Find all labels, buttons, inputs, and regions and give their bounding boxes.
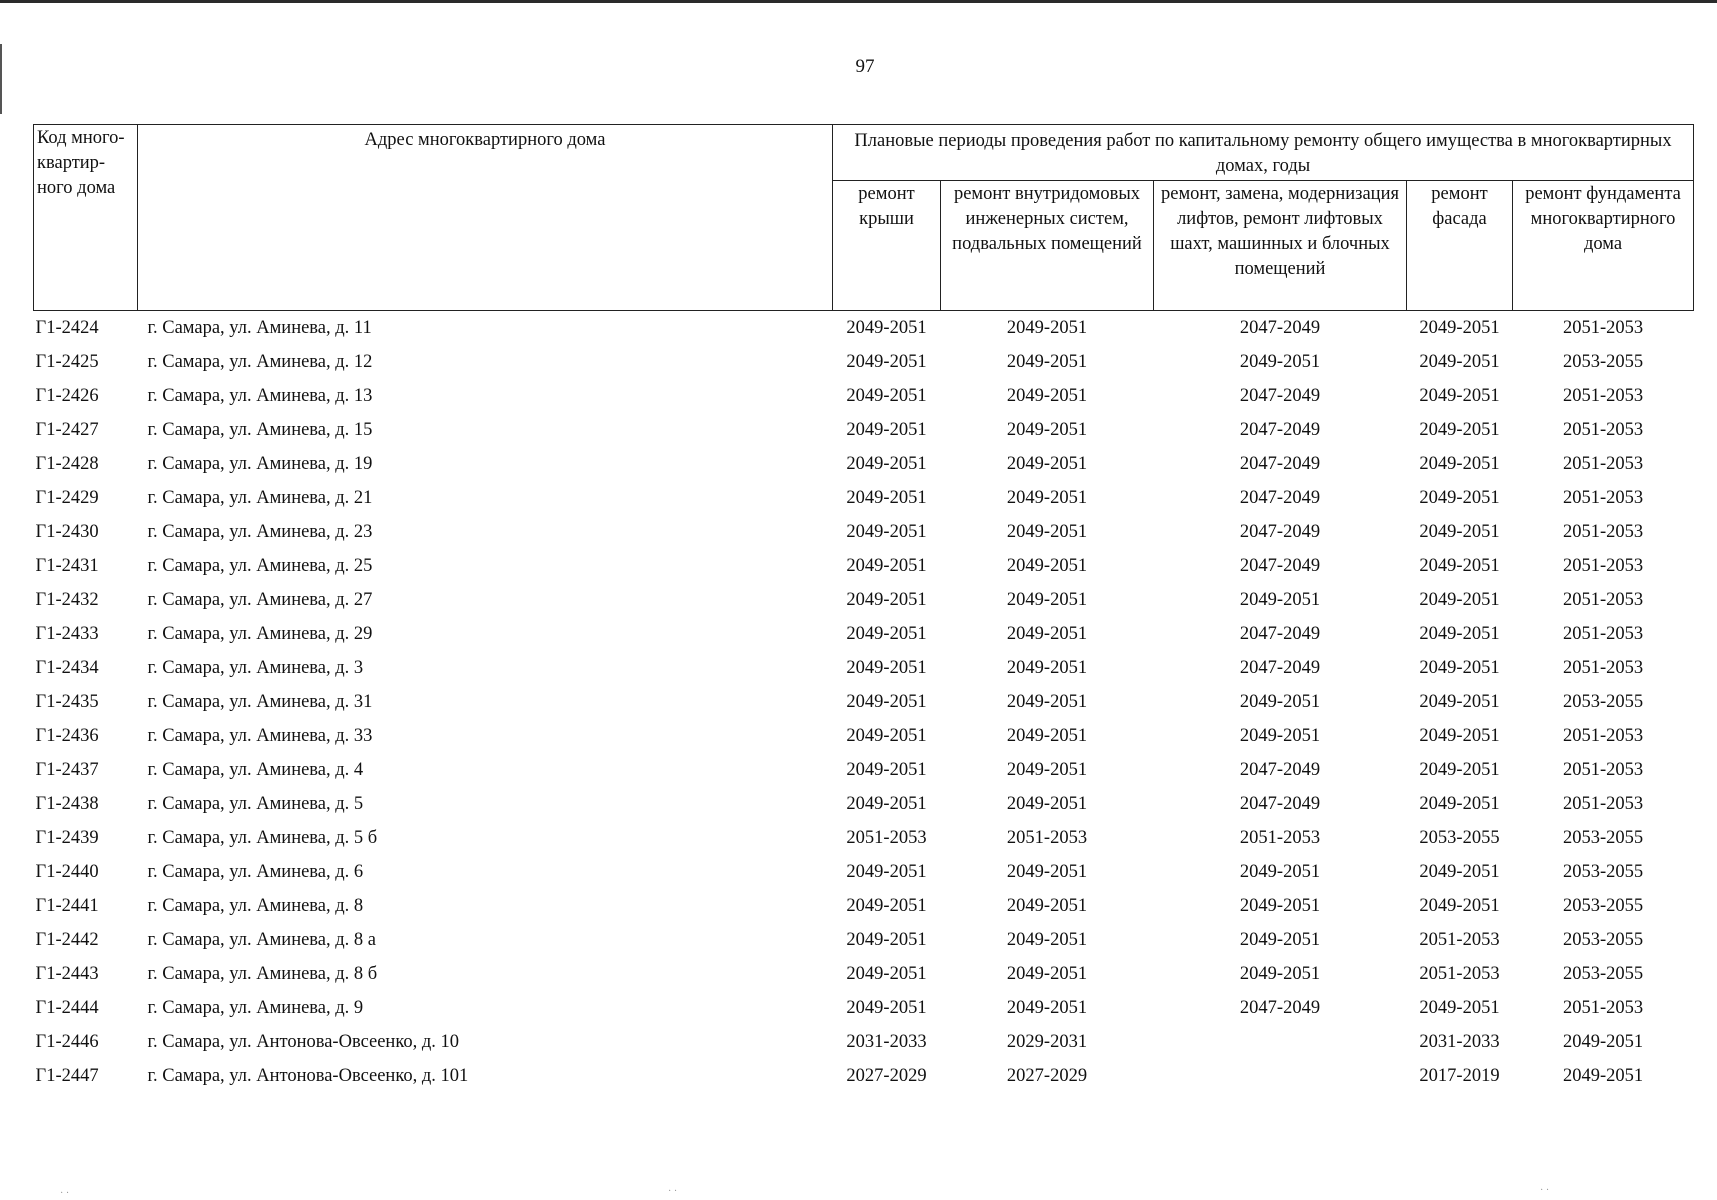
row-elevators-period: 2047-2049 (1239, 794, 1321, 814)
row-address: г. Самара, ул. Антонова-Овсеенко, д. 10 (147, 1032, 460, 1052)
row-roof-period: 2049-2051 (846, 590, 927, 610)
row-foundation-period: 2051-2053 (1562, 590, 1644, 610)
row-facade-period: 2049-2051 (1419, 658, 1500, 678)
table-row (34, 481, 1694, 515)
row-elevators-period: 2047-2049 (1239, 556, 1321, 576)
row-facade-period: 2049-2051 (1419, 726, 1500, 746)
table-row (34, 1059, 1694, 1093)
row-facade-period: 2049-2051 (1419, 760, 1500, 780)
table-row (34, 413, 1694, 447)
row-foundation-period: 2051-2053 (1562, 454, 1644, 474)
row-address: г. Самара, ул. Аминева, д. 13 (147, 386, 373, 406)
row-engineering-period: 2049-2051 (1006, 760, 1088, 780)
row-elevators-period (1154, 1059, 1407, 1093)
row-roof-period: 2049-2051 (846, 318, 927, 338)
scan-speck: · · (1540, 1185, 1550, 1196)
row-engineering-period: 2049-2051 (1006, 386, 1088, 406)
row-roof-period: 2049-2051 (846, 352, 927, 372)
row-elevators-period: 2049-2051 (1239, 352, 1321, 372)
row-address: г. Самара, ул. Аминева, д. 4 (147, 760, 364, 780)
row-facade-period: 2053-2055 (1419, 828, 1500, 848)
row-code: Г1-2430 (35, 522, 99, 542)
row-foundation-period: 2051-2053 (1562, 760, 1644, 780)
table-row (34, 447, 1694, 481)
row-facade-period: 2049-2051 (1419, 862, 1500, 882)
row-foundation-period: 2051-2053 (1562, 386, 1644, 406)
row-roof-period: 2049-2051 (846, 454, 927, 474)
row-engineering-period: 2049-2051 (1006, 692, 1088, 712)
row-facade-period: 2049-2051 (1419, 352, 1500, 372)
row-address: г. Самара, ул. Аминева, д. 9 (147, 998, 364, 1018)
row-roof-period: 2049-2051 (846, 420, 927, 440)
row-facade-period: 2049-2051 (1419, 590, 1500, 610)
row-roof-period: 2049-2051 (846, 488, 927, 508)
row-roof-period: 2049-2051 (846, 760, 927, 780)
table-row (34, 617, 1694, 651)
row-engineering-period: 2049-2051 (1006, 318, 1088, 338)
row-elevators-period: 2047-2049 (1239, 658, 1321, 678)
table-row (34, 821, 1694, 855)
row-code: Г1-2447 (35, 1066, 99, 1086)
row-elevators-period: 2049-2051 (1239, 930, 1321, 950)
row-roof-period: 2051-2053 (846, 828, 927, 848)
row-engineering-period: 2049-2051 (1006, 930, 1088, 950)
row-address: г. Самара, ул. Аминева, д. 11 (147, 318, 372, 338)
row-address: г. Самара, ул. Аминева, д. 23 (147, 522, 373, 542)
row-facade-period: 2049-2051 (1419, 522, 1500, 542)
row-roof-period: 2049-2051 (846, 862, 927, 882)
row-facade-period: 2049-2051 (1419, 556, 1500, 576)
row-elevators-period: 2047-2049 (1239, 454, 1321, 474)
row-elevators-period: 2049-2051 (1239, 896, 1321, 916)
row-elevators-period: 2049-2051 (1239, 692, 1321, 712)
row-foundation-period: 2053-2055 (1562, 352, 1644, 372)
row-roof-period: 2049-2051 (846, 964, 927, 984)
row-elevators-period: 2049-2051 (1239, 964, 1321, 984)
row-foundation-period: 2049-2051 (1562, 1066, 1644, 1086)
table-row (34, 855, 1694, 889)
header-code: Код много-квартир-ного дома (34, 125, 138, 311)
row-roof-period: 2049-2051 (846, 896, 927, 916)
row-elevators-period: 2047-2049 (1239, 420, 1321, 440)
row-roof-period: 2027-2029 (846, 1066, 927, 1086)
row-foundation-period: 2051-2053 (1562, 556, 1644, 576)
row-address: г. Самара, ул. Аминева, д. 29 (147, 624, 373, 644)
row-code: Г1-2441 (35, 896, 99, 916)
table-row (34, 583, 1694, 617)
header-elevators: ремонт, замена, модернизация лифтов, ремонт лифтовых шахт, машинных и блочных помещений (1154, 181, 1407, 311)
row-roof-period: 2049-2051 (846, 522, 927, 542)
table-row (34, 991, 1694, 1025)
row-address: г. Самара, ул. Аминева, д. 6 (147, 862, 364, 882)
row-foundation-period: 2053-2055 (1562, 930, 1644, 950)
table-row (34, 549, 1694, 583)
row-facade-period: 2051-2053 (1419, 964, 1500, 984)
row-foundation-period: 2051-2053 (1562, 794, 1644, 814)
row-address: г. Самара, ул. Антонова-Овсеенко, д. 101 (147, 1066, 469, 1086)
row-code: Г1-2434 (35, 658, 99, 678)
row-code: Г1-2424 (35, 318, 99, 338)
row-address: г. Самара, ул. Аминева, д. 5 б (147, 828, 378, 848)
scan-speck: · · (668, 1186, 678, 1197)
row-engineering-period: 2051-2053 (1006, 828, 1088, 848)
row-engineering-period: 2049-2051 (1006, 998, 1088, 1018)
row-engineering-period: 2029-2031 (1006, 1032, 1088, 1052)
row-code: Г1-2442 (35, 930, 99, 950)
header-roof: ремонт крыши (833, 181, 941, 311)
row-address: г. Самара, ул. Аминева, д. 27 (147, 590, 373, 610)
row-foundation-period: 2053-2055 (1562, 862, 1644, 882)
table-row (34, 787, 1694, 821)
table-row (34, 651, 1694, 685)
page-number: 97 (855, 56, 875, 77)
row-facade-period: 2049-2051 (1419, 454, 1500, 474)
row-facade-period: 2049-2051 (1419, 794, 1500, 814)
row-code: Г1-2438 (35, 794, 99, 814)
row-roof-period: 2049-2051 (846, 556, 927, 576)
row-foundation-period: 2053-2055 (1562, 828, 1644, 848)
row-code: Г1-2446 (35, 1032, 99, 1052)
row-roof-period: 2049-2051 (846, 692, 927, 712)
row-foundation-period: 2051-2053 (1562, 522, 1644, 542)
row-facade-period: 2049-2051 (1419, 386, 1500, 406)
table-row (34, 1025, 1694, 1059)
row-code: Г1-2431 (35, 556, 99, 576)
row-elevators-period: 2049-2051 (1239, 590, 1321, 610)
row-address: г. Самара, ул. Аминева, д. 33 (147, 726, 373, 746)
row-engineering-period: 2049-2051 (1006, 522, 1088, 542)
row-facade-period: 2049-2051 (1419, 624, 1500, 644)
row-code: Г1-2426 (35, 386, 99, 406)
row-engineering-period: 2049-2051 (1006, 624, 1088, 644)
row-roof-period: 2049-2051 (846, 658, 927, 678)
row-code: Г1-2425 (35, 352, 99, 372)
row-engineering-period: 2049-2051 (1006, 964, 1088, 984)
row-foundation-period: 2051-2053 (1562, 726, 1644, 746)
row-elevators-period: 2047-2049 (1239, 386, 1321, 406)
row-address: г. Самара, ул. Аминева, д. 19 (147, 454, 373, 474)
row-facade-period: 2017-2019 (1419, 1066, 1500, 1086)
row-engineering-period: 2049-2051 (1006, 726, 1088, 746)
row-elevators-period: 2049-2051 (1239, 726, 1321, 746)
row-address: г. Самара, ул. Аминева, д. 12 (147, 352, 373, 372)
row-foundation-period: 2053-2055 (1562, 964, 1644, 984)
row-engineering-period: 2049-2051 (1006, 488, 1088, 508)
table-row (34, 719, 1694, 753)
row-roof-period: 2049-2051 (846, 794, 927, 814)
row-code: Г1-2437 (35, 760, 99, 780)
row-roof-period: 2049-2051 (846, 930, 927, 950)
row-address: г. Самара, ул. Аминева, д. 25 (147, 556, 373, 576)
row-code: Г1-2429 (35, 488, 99, 508)
row-code: Г1-2433 (35, 624, 99, 644)
row-address: г. Самара, ул. Аминева, д. 31 (147, 692, 373, 712)
row-code: Г1-2432 (35, 590, 99, 610)
scan-speck: · · (60, 1188, 70, 1199)
header-foundation: ремонт фундамента многоквартирного дома (1513, 181, 1694, 311)
row-facade-period: 2049-2051 (1419, 692, 1500, 712)
table-row (34, 345, 1694, 379)
row-facade-period: 2031-2033 (1419, 1032, 1500, 1052)
row-elevators-period: 2049-2051 (1239, 862, 1321, 882)
row-code: Г1-2435 (35, 692, 99, 712)
row-elevators-period: 2047-2049 (1239, 760, 1321, 780)
row-engineering-period: 2049-2051 (1006, 590, 1088, 610)
row-code: Г1-2444 (35, 998, 99, 1018)
table-row (34, 923, 1694, 957)
row-foundation-period: 2051-2053 (1562, 998, 1644, 1018)
row-facade-period: 2049-2051 (1419, 488, 1500, 508)
row-engineering-period: 2049-2051 (1006, 896, 1088, 916)
row-roof-period: 2049-2051 (846, 624, 927, 644)
table-row (34, 311, 1694, 346)
row-foundation-period: 2053-2055 (1562, 692, 1644, 712)
table-row (34, 753, 1694, 787)
row-foundation-period: 2049-2051 (1562, 1032, 1644, 1052)
row-roof-period: 2049-2051 (846, 726, 927, 746)
row-code: Г1-2428 (35, 454, 99, 474)
table-row (34, 685, 1694, 719)
scan-top-edge (0, 0, 1717, 3)
row-foundation-period: 2053-2055 (1562, 896, 1644, 916)
row-address: г. Самара, ул. Аминева, д. 8 (147, 896, 364, 916)
row-code: Г1-2439 (35, 828, 99, 848)
row-foundation-period: 2051-2053 (1562, 624, 1644, 644)
row-elevators-period: 2047-2049 (1239, 318, 1321, 338)
table-row (34, 515, 1694, 549)
row-roof-period: 2049-2051 (846, 386, 927, 406)
row-elevators-period: 2047-2049 (1239, 488, 1321, 508)
row-engineering-period: 2049-2051 (1006, 658, 1088, 678)
row-code: Г1-2427 (35, 420, 99, 440)
row-foundation-period: 2051-2053 (1562, 658, 1644, 678)
row-address: г. Самара, ул. Аминева, д. 8 б (147, 964, 378, 984)
row-engineering-period: 2049-2051 (1006, 454, 1088, 474)
row-facade-period: 2049-2051 (1419, 420, 1500, 440)
row-engineering-period: 2049-2051 (1006, 862, 1088, 882)
table-header (34, 125, 1694, 311)
header-address: Адрес многоквартирного дома (138, 125, 833, 311)
row-engineering-period: 2049-2051 (1006, 794, 1088, 814)
row-engineering-period: 2049-2051 (1006, 556, 1088, 576)
row-engineering-period: 2027-2029 (1006, 1066, 1088, 1086)
row-code: Г1-2443 (35, 964, 99, 984)
row-address: г. Самара, ул. Аминева, д. 8 а (147, 930, 377, 950)
row-facade-period: 2051-2053 (1419, 930, 1500, 950)
table-body (34, 311, 1694, 1094)
row-address: г. Самара, ул. Аминева, д. 3 (147, 658, 364, 678)
table-row (34, 379, 1694, 413)
row-elevators-period (1154, 1025, 1407, 1059)
row-elevators-period: 2047-2049 (1239, 522, 1321, 542)
row-elevators-period: 2051-2053 (1239, 828, 1321, 848)
row-elevators-period: 2047-2049 (1239, 998, 1321, 1018)
scan-left-mark (0, 44, 2, 114)
row-address: г. Самара, ул. Аминева, д. 15 (147, 420, 373, 440)
row-foundation-period: 2051-2053 (1562, 420, 1644, 440)
row-roof-period: 2049-2051 (846, 998, 927, 1018)
header-facade: ремонт фасада (1407, 181, 1513, 311)
header-planned-periods: Плановые периоды проведения работ по капитальному ремонту общего имущества в многоквартирных домах, годы (833, 125, 1694, 181)
repair-schedule-table (33, 124, 1694, 1093)
row-address: г. Самара, ул. Аминева, д. 21 (147, 488, 373, 508)
row-code: Г1-2440 (35, 862, 99, 882)
table-row (34, 889, 1694, 923)
row-roof-period: 2031-2033 (846, 1032, 927, 1052)
row-foundation-period: 2051-2053 (1562, 318, 1644, 338)
header-engineering: ремонт внутридомовых инженерных систем, подвальных помещений (941, 181, 1154, 311)
row-code: Г1-2436 (35, 726, 99, 746)
table-row (34, 957, 1694, 991)
row-facade-period: 2049-2051 (1419, 998, 1500, 1018)
row-elevators-period: 2047-2049 (1239, 624, 1321, 644)
row-engineering-period: 2049-2051 (1006, 352, 1088, 372)
row-facade-period: 2049-2051 (1419, 318, 1500, 338)
row-engineering-period: 2049-2051 (1006, 420, 1088, 440)
row-address: г. Самара, ул. Аминева, д. 5 (147, 794, 364, 814)
row-facade-period: 2049-2051 (1419, 896, 1500, 916)
row-foundation-period: 2051-2053 (1562, 488, 1644, 508)
